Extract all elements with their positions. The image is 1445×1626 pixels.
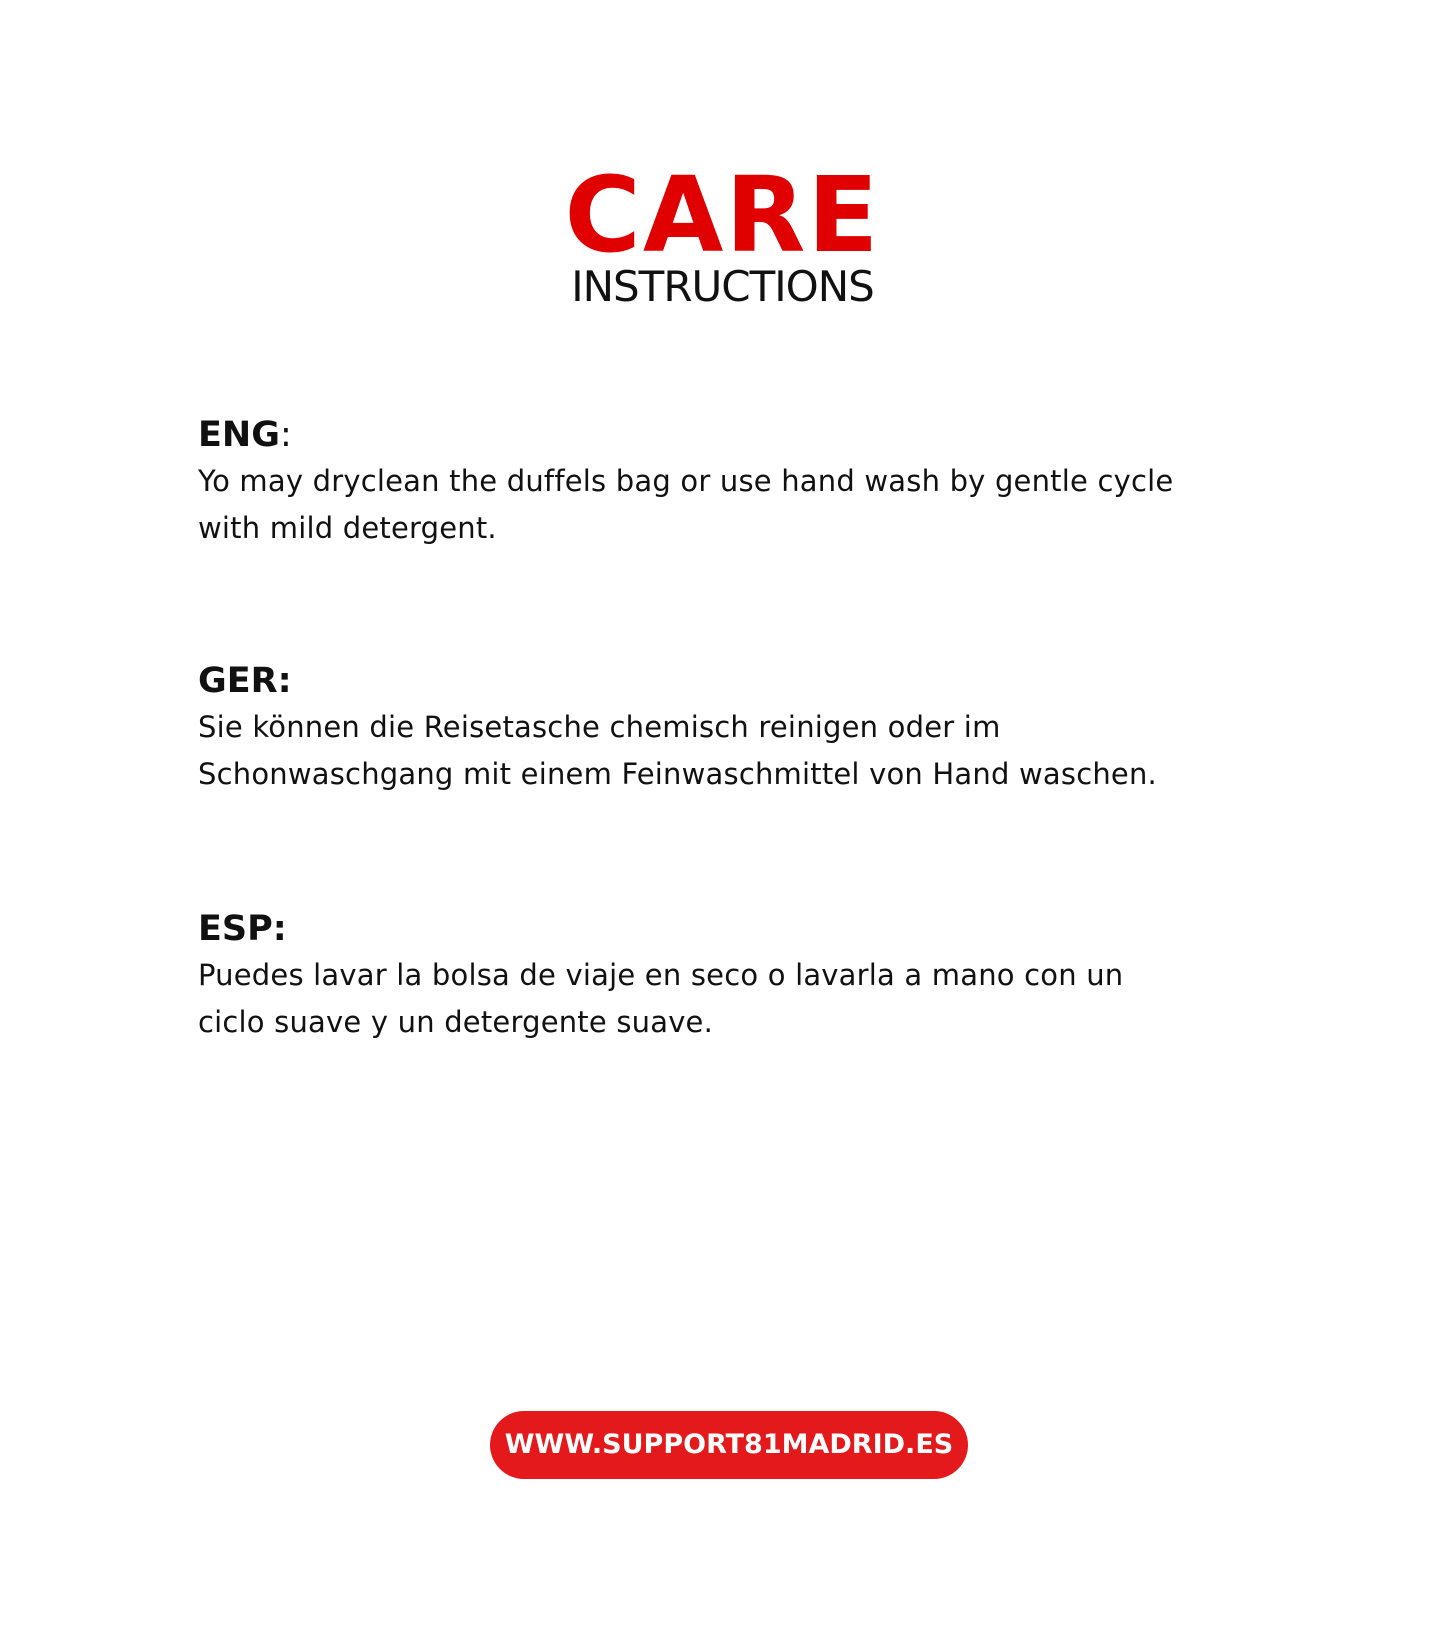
lang-colon-esp: : xyxy=(272,909,287,949)
page-subtitle: INSTRUCTIONS xyxy=(571,262,874,311)
section-ger xyxy=(198,658,1278,798)
section-text-eng-line-2: with mild detergent. xyxy=(198,511,497,545)
section-heading-eng xyxy=(198,412,1278,458)
section-eng xyxy=(198,412,1278,552)
section-text-ger-line-2: Schonwaschgang mit einem Feinwaschmittel von Hand waschen. xyxy=(198,757,1157,791)
lang-code-ger: GER xyxy=(198,661,278,701)
website-link-button[interactable]: WWW.SUPPORT81MADRID.ES xyxy=(490,1411,968,1479)
section-esp xyxy=(198,906,1278,1046)
section-text-esp-line-1: Puedes lavar la bolsa de viaje en seco o lavarla a mano con un xyxy=(198,958,1124,992)
lang-colon-ger: : xyxy=(277,661,292,701)
section-text-eng-line-1: Yo may dryclean the duffels bag or use hand wash by gentle cycle xyxy=(198,464,1174,498)
lang-code-eng: ENG xyxy=(198,415,280,455)
section-heading-esp xyxy=(198,906,1278,952)
section-heading-ger xyxy=(198,658,1278,704)
lang-colon-eng: : xyxy=(279,415,292,455)
section-text-ger-line-1: Sie können die Reisetasche chemisch reinigen oder im xyxy=(198,710,1001,744)
page-title: CARE xyxy=(564,154,881,276)
lang-code-esp: ESP xyxy=(198,909,273,949)
title-block xyxy=(0,154,1445,311)
section-text-esp-line-2: ciclo suave y un detergente suave. xyxy=(198,1005,714,1039)
